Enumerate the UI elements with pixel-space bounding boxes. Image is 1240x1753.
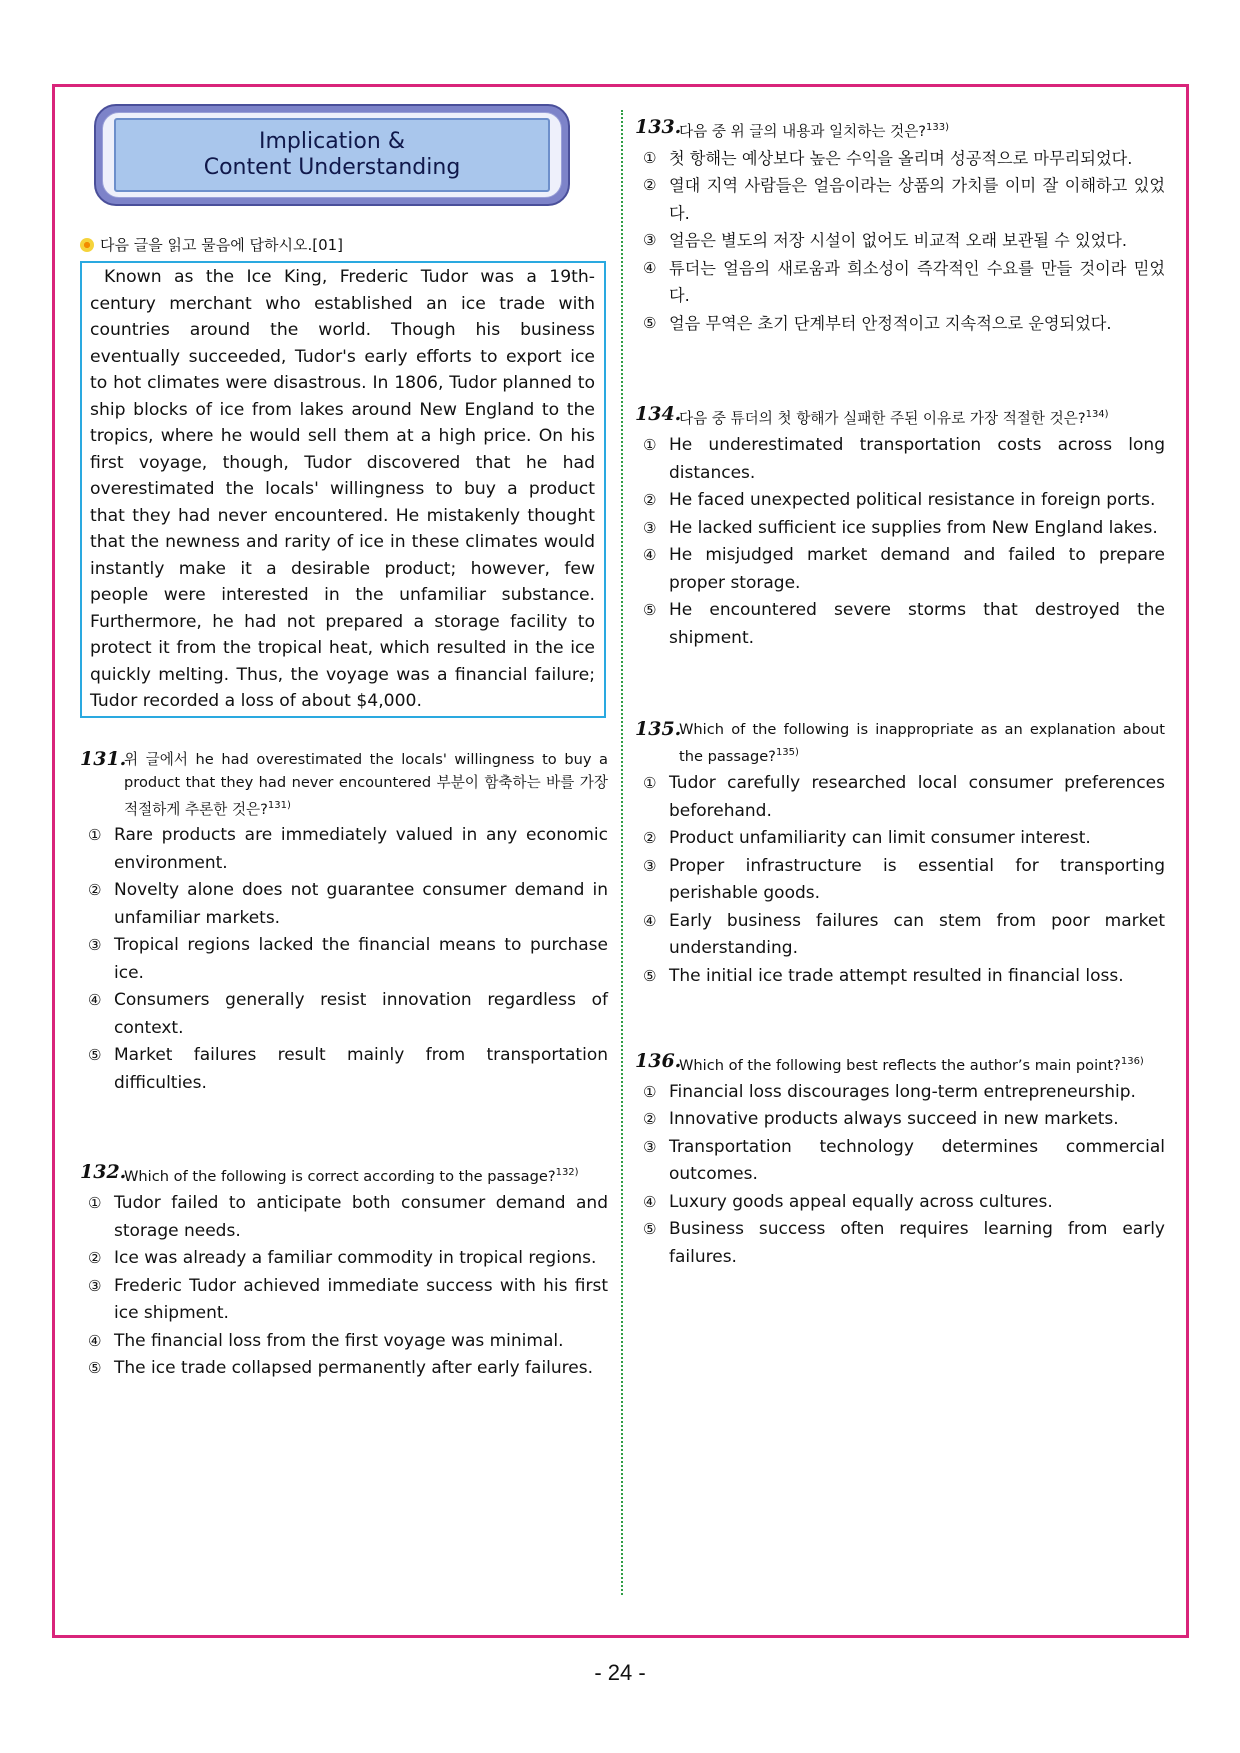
flower-icon — [80, 238, 94, 252]
footnote-marker: 136) — [1120, 1056, 1144, 1068]
footnote-marker: 134) — [1085, 409, 1109, 421]
answer-option[interactable] — [635, 963, 1165, 991]
question-text: 다음 중 위 글의 내용과 일치하는 것은?$^{133)}$ — [679, 122, 950, 140]
question-text: Which of the following is correct according to the passage?$^{132)}$ — [124, 1167, 579, 1186]
answer-option[interactable] — [635, 487, 1165, 515]
question-133 — [635, 116, 1165, 337]
answer-option[interactable] — [635, 1134, 1165, 1189]
answer-option[interactable] — [635, 515, 1165, 543]
option-number: ② — [643, 1110, 657, 1129]
right-column — [635, 110, 1165, 1271]
answer-option[interactable] — [80, 1245, 608, 1273]
answer-option[interactable] — [635, 1106, 1165, 1134]
option-number: ④ — [643, 911, 657, 930]
directions — [80, 234, 608, 255]
option-number: ② — [643, 176, 657, 195]
question-text: 다음 중 튜더의 첫 항해가 실패한 주된 이유로 가장 적절한 것은?$^{134)}$ — [679, 409, 1109, 428]
answer-option[interactable] — [635, 432, 1165, 487]
option-text: Consumers generally resist innovation regardless of context. — [114, 990, 608, 1038]
option-number: ④ — [88, 991, 102, 1010]
option-number: ③ — [643, 231, 657, 250]
section-title-line2: Content Understanding — [203, 155, 461, 180]
option-number: ⑤ — [643, 1220, 657, 1239]
answer-option[interactable] — [80, 877, 608, 932]
answer-option[interactable] — [635, 310, 1165, 338]
option-number: ① — [643, 436, 657, 455]
question-number: 134. — [635, 403, 682, 426]
option-number: ④ — [643, 546, 657, 565]
option-text: 튜더는 얼음의 새로움과 희소성이 즉각적인 수요를 만들 것이라 믿었다. — [669, 258, 1165, 306]
question-number: 135. — [635, 718, 682, 741]
reading-passage: Known as the Ice King, Frederic Tudor was a 19th-century merchant who established an ice trade with countries around the world. Though his business eventually succeeded, Tudor's early efforts to export ice to hot climates were disastrous. In 1806, Tudor planned to ship blocks of ice from lakes around New England to the tropics, where he would sell them at a high price. On his first voyage, though, Tudor discovered that he had overestimated the locals' willingness to buy a product that they had never encountered. He mistakenly thought that the newness and rarity of ice in these climates would instantly make it a desirable product; however, few people were interested in the unfamiliar substance. Furthermore, he had not prepared a storage facility to protect it from the tropical heat, which resulted in the ice quickly melting. Thus, the voyage was a financial failure; Tudor recorded a loss of about $4,000. — [80, 261, 606, 718]
answer-option[interactable] — [635, 1216, 1165, 1271]
option-text: Tudor carefully researched local consumer preferences beforehand. — [669, 773, 1165, 821]
option-text: He faced unexpected political resistance in foreign ports. — [669, 490, 1156, 511]
answer-option[interactable] — [80, 1355, 608, 1383]
option-text: He encountered severe storms that destroyed the shipment. — [669, 600, 1165, 648]
options-131 — [80, 822, 608, 1097]
option-number: ⑤ — [643, 966, 657, 985]
section-banner — [94, 104, 570, 206]
option-number: ④ — [88, 1331, 102, 1350]
answer-option[interactable] — [80, 932, 608, 987]
answer-option[interactable] — [635, 853, 1165, 908]
option-text: The initial ice trade attempt resulted in financial loss. — [669, 965, 1124, 986]
option-text: Innovative products always succeed in new markets. — [669, 1109, 1119, 1130]
question-135 — [635, 718, 1165, 990]
footnote-marker: 131) — [267, 799, 291, 811]
option-number: ③ — [643, 518, 657, 537]
option-text: Early business failures can stem from poor market understanding. — [669, 910, 1165, 959]
answer-option[interactable] — [635, 145, 1165, 173]
options-133 — [635, 145, 1165, 338]
answer-option[interactable] — [80, 1042, 608, 1097]
options-132 — [80, 1190, 608, 1383]
option-text: 열대 지역 사람들은 얼음이라는 상품의 가치를 이미 잘 이해하고 있었다. — [669, 176, 1165, 223]
answer-option[interactable] — [80, 1328, 608, 1356]
footnote-marker: 133) — [926, 122, 950, 133]
option-text: Financial loss discourages long-term entrepreneurship. — [669, 1081, 1136, 1102]
option-text: He misjudged market demand and failed to prepare proper storage. — [669, 545, 1165, 593]
answer-option[interactable] — [80, 987, 608, 1042]
answer-option[interactable] — [80, 822, 608, 877]
section-title-line1: Implication & — [259, 129, 405, 154]
option-text: Tropical regions lacked the financial means to purchase ice. — [114, 935, 608, 983]
option-text: Proper infrastructure is essential for transporting perishable goods. — [669, 855, 1165, 904]
option-text: He underestimated transportation costs across long distances. — [669, 435, 1165, 483]
option-number: ⑤ — [88, 1359, 102, 1378]
option-number: ⑤ — [643, 601, 657, 620]
option-number: ③ — [88, 1276, 102, 1295]
question-text: 위 글에서 he had overestimated the locals' willingness to buy a product that they had never encountered 부분이 함축하는 바를 가장 적절하게 추론한 것은?$^{131)}$ — [124, 750, 608, 818]
question-132 — [80, 1161, 608, 1382]
question-131 — [80, 748, 608, 1098]
option-text: 얼음 무역은 초기 단계부터 안정적이고 지속적으로 운영되었다. — [669, 313, 1112, 333]
answer-option[interactable] — [635, 908, 1165, 963]
option-number: ② — [88, 1249, 102, 1268]
option-text: Tudor failed to anticipate both consumer demand and storage needs. — [114, 1193, 608, 1241]
option-text: The ice trade collapsed permanently after early failures. — [114, 1358, 594, 1379]
question-136 — [635, 1050, 1165, 1271]
option-text: Product unfamiliarity can limit consumer interest. — [669, 828, 1091, 849]
option-text: Transportation technology determines commercial outcomes. — [669, 1136, 1165, 1185]
question-number: 131. — [80, 747, 127, 770]
option-text: 얼음은 별도의 저장 시설이 없어도 비교적 오래 보관될 수 있었다. — [669, 231, 1128, 251]
option-number: ⑤ — [643, 313, 657, 332]
option-text: Business success often requires learning from early failures. — [669, 1219, 1165, 1267]
option-text: Rare products are immediately valued in any economic environment. — [114, 825, 608, 873]
answer-option[interactable] — [635, 597, 1165, 652]
section-title — [114, 118, 550, 192]
question-number: 136. — [635, 1050, 682, 1073]
option-text: Novelty alone does not guarantee consumer demand in unfamiliar markets. — [114, 880, 608, 928]
option-number: ① — [643, 148, 657, 167]
answer-option[interactable] — [635, 172, 1165, 227]
answer-option[interactable] — [635, 227, 1165, 255]
answer-option[interactable] — [80, 1273, 608, 1328]
option-number: ① — [643, 774, 657, 793]
directions-text: 다음 글을 읽고 물음에 답하시오.[01] — [100, 236, 344, 254]
question-text: Which of the following is inappropriate as an explanation about the passage?$^{135)}$ — [679, 721, 1165, 766]
option-number: ③ — [88, 936, 102, 955]
answer-option[interactable] — [80, 1190, 608, 1245]
option-number: ④ — [643, 1192, 657, 1211]
option-number: ④ — [643, 258, 657, 277]
option-number: ⑤ — [88, 1046, 102, 1065]
answer-option[interactable] — [635, 542, 1165, 597]
options-136 — [635, 1079, 1165, 1272]
option-number: ① — [643, 1082, 657, 1101]
option-number: ② — [88, 881, 102, 900]
answer-option[interactable] — [635, 825, 1165, 853]
option-text: Ice was already a familiar commodity in tropical regions. — [114, 1248, 597, 1269]
options-134 — [635, 432, 1165, 652]
option-number: ② — [643, 829, 657, 848]
option-number: ③ — [643, 1137, 657, 1156]
options-135 — [635, 770, 1165, 990]
option-text: Frederic Tudor achieved immediate success with his first ice shipment. — [114, 1275, 608, 1324]
page-number: - 24 - — [594, 1660, 646, 1685]
footnote-marker: 135) — [775, 747, 799, 759]
answer-option[interactable] — [635, 1079, 1165, 1107]
question-number: 133. — [635, 116, 682, 138]
answer-option[interactable] — [635, 255, 1165, 310]
option-text: The financial loss from the first voyage was minimal. — [114, 1330, 564, 1351]
question-text: Which of the following best reflects the author’s main point?$^{136)}$ — [679, 1056, 1144, 1074]
column-divider — [621, 110, 623, 1595]
question-134 — [635, 403, 1165, 652]
option-number: ① — [88, 1194, 102, 1213]
answer-option[interactable] — [635, 1189, 1165, 1217]
footnote-marker: 132) — [555, 1167, 579, 1179]
question-number: 132. — [80, 1161, 127, 1184]
option-number: ① — [88, 826, 102, 845]
option-number: ③ — [643, 856, 657, 875]
option-number: ② — [643, 491, 657, 510]
option-text: Market failures result mainly from transportation difficulties. — [114, 1045, 608, 1093]
option-text: Luxury goods appeal equally across cultures. — [669, 1191, 1053, 1212]
option-text: He lacked sufficient ice supplies from New England lakes. — [669, 517, 1158, 538]
option-text: 첫 항해는 예상보다 높은 수익을 올리며 성공적으로 마무리되었다. — [669, 148, 1133, 168]
left-column — [80, 104, 608, 1383]
answer-option[interactable] — [635, 770, 1165, 825]
